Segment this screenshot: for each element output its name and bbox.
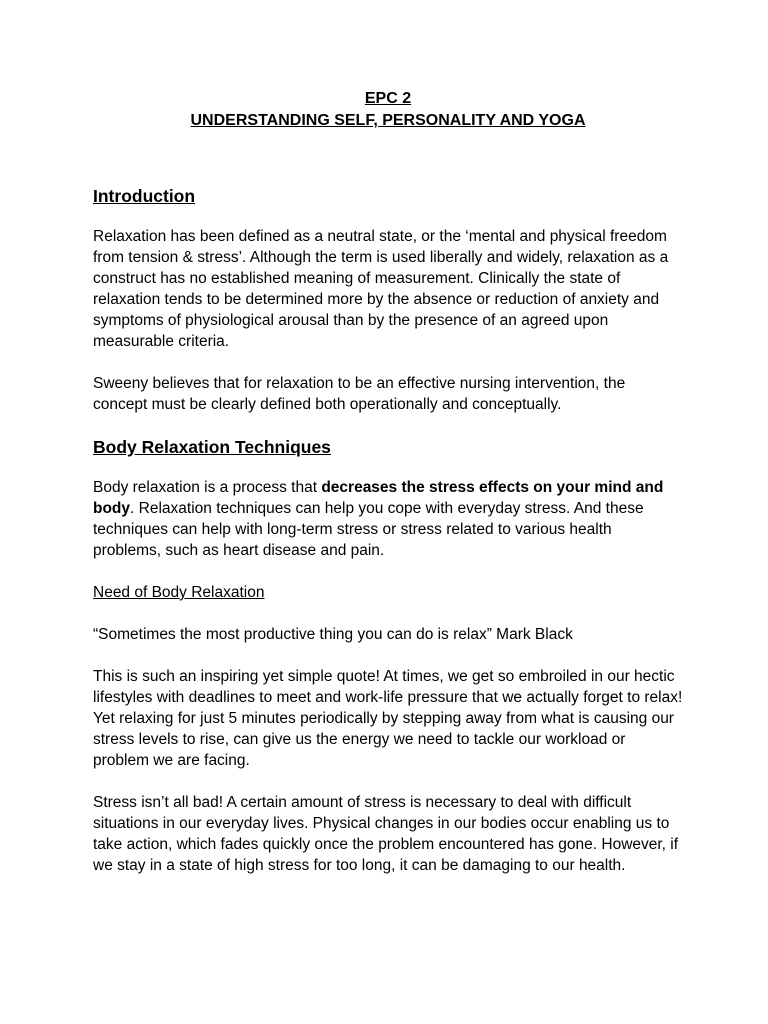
intro-paragraph-1: Relaxation has been defined as a neutral state, or the ‘mental and physical freedom from tension & stress’. Although the term is used liberally and widely, relaxation as a construct has no established meaning of measurement. Clinically the state of relaxation tends to be determined more by the absence or reduction of anxiety and symptoms of physiological arousal than by the presence of an agreed upon measurable criteria. — [93, 228, 669, 350]
subheading-need-of-body-relaxation: Need of Body Relaxation — [93, 584, 265, 601]
heading-body-relaxation: Body Relaxation Techniques — [93, 437, 331, 457]
need-paragraph-2: Stress isn’t all bad! A certain amount of stress is necessary to deal with difficult situations in our everyday lives. Physical changes in our bodies occur enabling us to take action, which fades quickly once the problem encountered has gone. However, if we stay in a state of high stress for too long, it can be damaging to our health. — [93, 794, 679, 874]
document-title — [93, 88, 683, 132]
body-p1-end: . Relaxation techniques can help you cope with everyday stress. And these techniques can help with long-term stress or stress related to various health problems, such as heart disease and pain. — [93, 500, 644, 559]
body-paragraph-1 — [93, 477, 683, 561]
intro-paragraph-2: Sweeny believes that for relaxation to be an effective nursing intervention, the concept must be clearly defined both operationally and conceptually. — [93, 375, 626, 413]
body-p1-start: Body relaxation is a process that — [93, 479, 322, 496]
body-p1-bold: decreases the stress effects on your mind and body — [93, 479, 664, 517]
document-page — [93, 88, 683, 876]
quote-paragraph: “Sometimes the most productive thing you can do is relax” Mark Black — [93, 626, 573, 643]
title-line-2: UNDERSTANDING SELF, PERSONALITY AND YOGA — [190, 112, 586, 129]
need-paragraph-1: This is such an inspiring yet simple quote! At times, we get so embroiled in our hectic lifestyles with deadlines to meet and work-life pressure that we actually forget to relax! Yet relaxing for just 5 minutes periodically by stepping away from what is causing our stress levels to rise, can give us the energy we need to tackle our workload or problem we are facing. — [93, 668, 683, 769]
title-line-1: EPC 2 — [364, 90, 412, 107]
heading-introduction: Introduction — [93, 186, 196, 206]
